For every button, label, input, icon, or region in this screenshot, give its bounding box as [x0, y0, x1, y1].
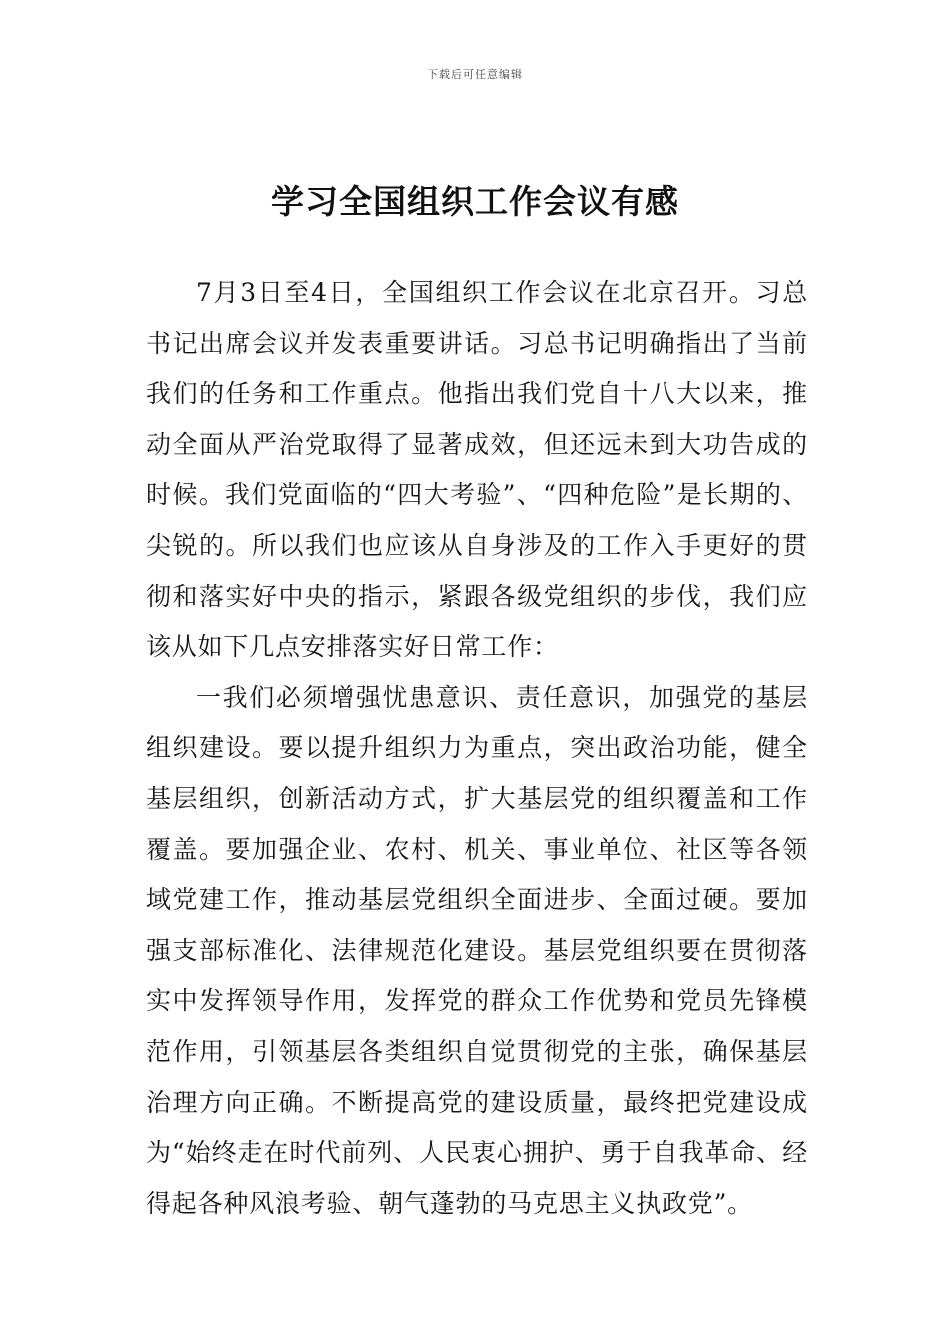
document-body: [146, 268, 808, 1229]
body-paragraph-1: 7月3日至4日，全国组织工作会议在北京召开。习总书记出席会议并发表重要讲话。习总书记明确指出了当前我们的任务和工作重点。他指出我们党自十八大以来，推动全面从严治党取得了显著成效，但还远未到大功告成的时候。我们党面临的“四大考验”、“四种危险”是长期的、尖锐的。所以我们也应该从自身涉及的工作入手更好的贯彻和落实好中央的指示，紧跟各级党组织的步伐，我们应该从如下几点安排落实好日常工作：: [146, 278, 808, 662]
header-note: 下载后可任意编辑: [427, 68, 523, 81]
body-paragraph-2: 一我们必须增强忧患意识、责任意识，加强党的基层组织建设。要以提升组织力为重点，突出政治功能，健全基层组织，创新活动方式，扩大基层党的组织覆盖和工作覆盖。要加强企业、农村、机关、事业单位、社区等各领域党建工作，推动基层党组织全面进步、全面过硬。要加强支部标准化、法律规范化建设。基层党组织要在贯彻落实中发挥领导作用，发挥党的群众工作优势和党员先锋模范作用，引领基层各类组织自觉贯彻党的主张，确保基层治理方向正确。不断提高党的建设质量，最终把党建设成为“始终走在时代前列、人民衷心拥护、勇于自我革命、经得起各种风浪考验、朝气蓬勃的马克思主义执政党”。: [146, 682, 808, 1218]
document-title: 学习全国组织工作会议有感: [271, 182, 679, 221]
